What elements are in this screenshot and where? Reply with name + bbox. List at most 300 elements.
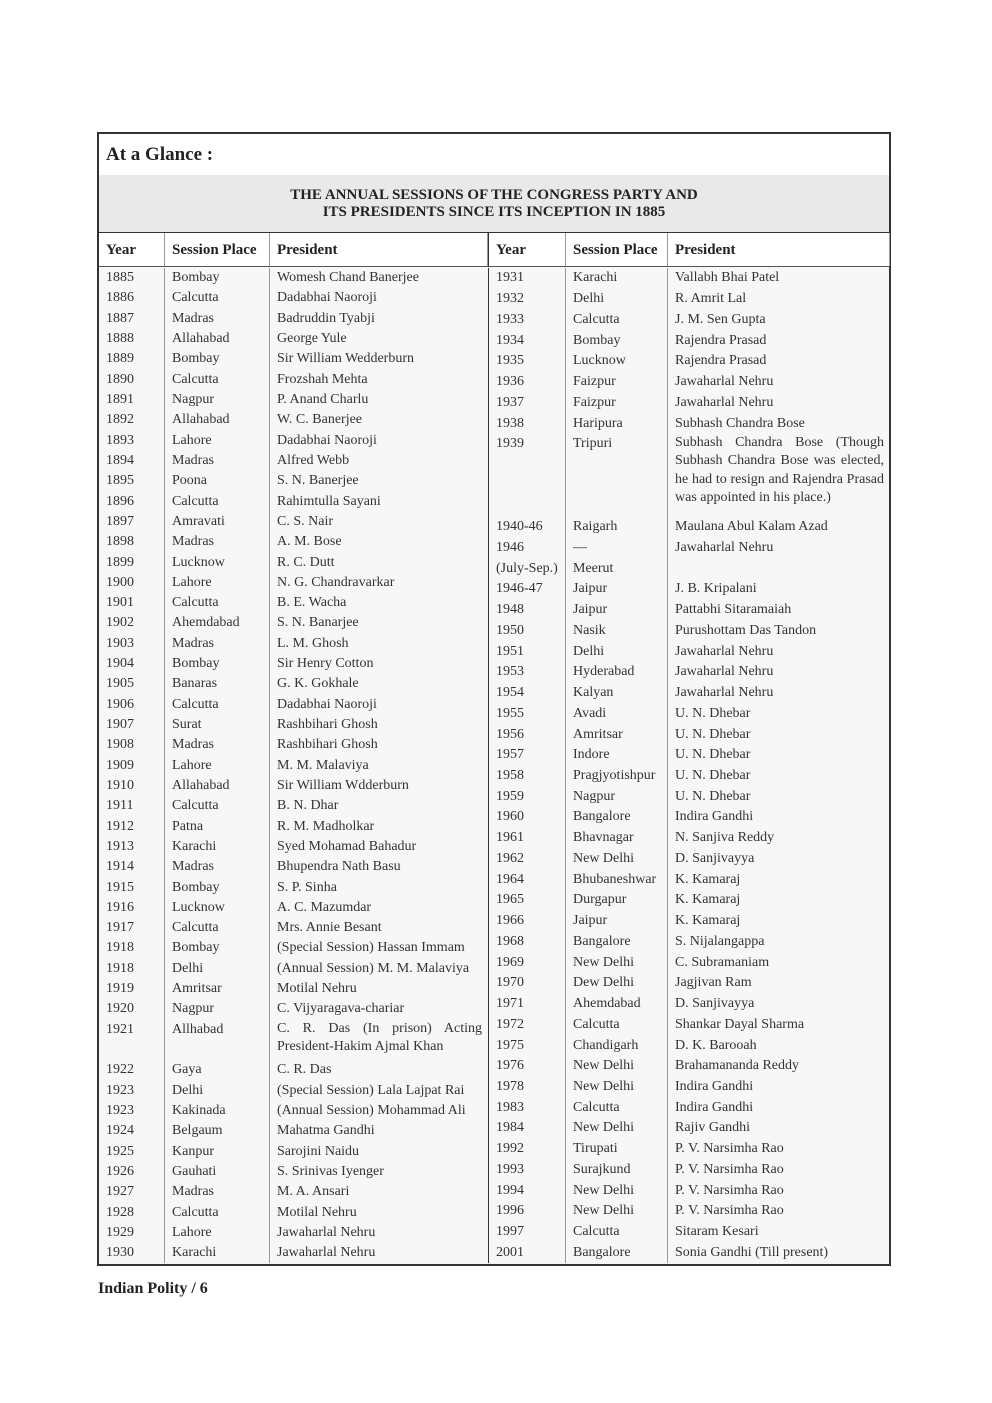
cell-session-place: Lahore [165, 1223, 270, 1243]
cell-session-place: Calcutta [566, 1097, 668, 1118]
cell-session-place: Madras [165, 857, 270, 877]
cell-year: 1929 [99, 1223, 165, 1243]
cell-session-place: Bombay [165, 938, 270, 958]
cell-president: Rashbihari Ghosh [277, 737, 378, 753]
table-row [99, 1202, 488, 1222]
table-row [489, 351, 890, 372]
cell-president: U. N. Dhebar [675, 788, 751, 804]
table-row [99, 370, 488, 390]
cell-president: Bhupendra Nath Basu [277, 859, 401, 875]
cell-session-place: Nasik [566, 620, 668, 641]
cell-president: U. N. Dhebar [675, 767, 751, 783]
cell-year: 1901 [99, 593, 165, 613]
cell-year: 1886 [99, 288, 165, 308]
cell-president: Jawaharlal Nehru [675, 539, 774, 555]
cell-president: Indira Gandhi [675, 809, 754, 825]
cell-session-place: New Delhi [566, 1180, 668, 1201]
left-header-row [99, 233, 488, 267]
cell-president: U. N. Dhebar [675, 747, 751, 763]
cell-session-place: Delhi [165, 1080, 270, 1100]
cell-session-place: New Delhi [566, 1201, 668, 1222]
cell-session-place: Karachi [165, 837, 270, 857]
cell-year: 1961 [489, 828, 566, 849]
table-row [489, 828, 890, 849]
table-row [99, 898, 488, 918]
cell-year: 1960 [489, 807, 566, 828]
cell-year: 1996 [489, 1201, 566, 1222]
cell-president: Sir William Wdderburn [277, 777, 409, 793]
cell-year: 1910 [99, 776, 165, 796]
cell-session-place: Amritsar [566, 724, 668, 745]
table-row [99, 309, 488, 329]
table-row [99, 532, 488, 552]
cell-year: 1921 [99, 1020, 165, 1061]
cell-session-place: Meerut [566, 558, 668, 579]
table-row [99, 1141, 488, 1161]
cell-year: 1891 [99, 390, 165, 410]
table-row [489, 517, 890, 538]
table-row [99, 1121, 488, 1141]
cell-session-place: Jaipur [566, 579, 668, 600]
cell-session-place: Gaya [165, 1060, 270, 1080]
table-row [489, 1222, 890, 1243]
cell-year: 1931 [489, 268, 566, 289]
header-session-place: Session Place [165, 233, 270, 266]
cell-year: 1939 [489, 434, 566, 517]
cell-year: 1933 [489, 309, 566, 330]
cell-year: 1975 [489, 1035, 566, 1056]
cell-year: 1885 [99, 268, 165, 288]
cell-president: B. N. Dhar [277, 798, 339, 814]
cell-session-place: Tirupati [566, 1139, 668, 1160]
cell-session-place: Madras [165, 735, 270, 755]
cell-session-place: Raigarh [566, 517, 668, 538]
table-row [99, 877, 488, 897]
table-row [99, 816, 488, 836]
cell-year: 1958 [489, 766, 566, 787]
cell-session-place: Indore [566, 745, 668, 766]
cell-year: 1890 [99, 370, 165, 390]
cell-president: M. M. Malaviya [277, 757, 369, 773]
cell-year: 1951 [489, 641, 566, 662]
cell-president: Sarojini Naidu [277, 1143, 360, 1159]
cell-president: U. N. Dhebar [675, 726, 751, 742]
header-year: Year [489, 233, 566, 266]
cell-session-place: Calcutta [566, 1014, 668, 1035]
cell-year: 1930 [99, 1243, 165, 1263]
cell-year: (July-Sep.) [489, 558, 566, 579]
table-row [99, 390, 488, 410]
cell-year: 1893 [99, 431, 165, 451]
table-row [99, 756, 488, 776]
cell-year: 1948 [489, 600, 566, 621]
cell-session-place: Calcutta [566, 309, 668, 330]
cell-year: 1889 [99, 349, 165, 369]
cell-session-place: Madras [165, 634, 270, 654]
cell-year: 1918 [99, 959, 165, 979]
cell-president: J. B. Kripalani [675, 581, 757, 597]
cell-year: 1984 [489, 1118, 566, 1139]
cell-president: P. V. Narsimha Rao [675, 1203, 784, 1219]
table-row [489, 683, 890, 704]
cell-president: Rahimtulla Sayani [277, 493, 381, 509]
cell-president: N. Sanjiva Reddy [675, 830, 775, 846]
table-row [99, 674, 488, 694]
table-row [99, 654, 488, 674]
cell-year: 1957 [489, 745, 566, 766]
cell-president: A. M. Bose [277, 534, 342, 550]
table-row [99, 735, 488, 755]
cell-session-place: Allahabad [165, 776, 270, 796]
cell-year: 1953 [489, 662, 566, 683]
table-row [489, 1014, 890, 1035]
cell-session-place: Bombay [165, 654, 270, 674]
cell-president: D. Sanjivayya [675, 996, 755, 1012]
cell-year: 1906 [99, 695, 165, 715]
table-row [489, 289, 890, 310]
cell-session-place: Hyderabad [566, 662, 668, 683]
table-row [99, 1243, 488, 1263]
cell-president: K. Kamaraj [675, 892, 741, 908]
cell-session-place: Bangalore [566, 1243, 668, 1264]
cell-year: 1904 [99, 654, 165, 674]
cell-year: 1911 [99, 796, 165, 816]
table-row [489, 869, 890, 890]
table-row [99, 837, 488, 857]
table-row [99, 593, 488, 613]
cell-year: 1898 [99, 532, 165, 552]
cell-president: C. R. Das [277, 1062, 332, 1078]
cell-president: Sir William Wedderburn [277, 351, 414, 367]
table-row [489, 1139, 890, 1160]
cell-president: W. C. Banerjee [277, 412, 363, 428]
table-row [99, 857, 488, 877]
cell-session-place: Dew Delhi [566, 973, 668, 994]
cell-year: 1959 [489, 786, 566, 807]
cell-year: 1968 [489, 931, 566, 952]
cell-year: 1922 [99, 1060, 165, 1080]
cell-president: Indira Gandhi [675, 1099, 754, 1115]
table-row [99, 288, 488, 308]
header-president: President [270, 233, 488, 266]
cell-session-place: Nagpur [165, 999, 270, 1019]
cell-year: 1902 [99, 613, 165, 633]
cell-year: 1919 [99, 979, 165, 999]
table-row [489, 1035, 890, 1056]
cell-president: K. Kamaraj [675, 871, 741, 887]
table-row [489, 703, 890, 724]
cell-year: 1887 [99, 309, 165, 329]
table-row [489, 641, 890, 662]
cell-president: (Annual Session) Mohammad Ali [277, 1102, 466, 1118]
cell-session-place: Avadi [566, 703, 668, 724]
cell-session-place: Haripura [566, 413, 668, 434]
cell-session-place: Calcutta [165, 695, 270, 715]
cell-president: Subhash Chandra Bose [675, 415, 805, 431]
cell-session-place: Bombay [165, 349, 270, 369]
cell-year: 1896 [99, 491, 165, 511]
table-row [489, 952, 890, 973]
cell-president: Maulana Abul Kalam Azad [675, 519, 828, 535]
left-table-body [99, 268, 488, 1263]
cell-president: P. V. Narsimha Rao [675, 1161, 784, 1177]
cell-president: Sitaram Kesari [675, 1224, 759, 1240]
cell-session-place: Calcutta [165, 370, 270, 390]
cell-session-place: New Delhi [566, 1118, 668, 1139]
table-row [99, 349, 488, 369]
cell-president: C. Subramaniam [675, 954, 770, 970]
cell-year: 1924 [99, 1121, 165, 1141]
cell-president: Purushottam Das Tandon [675, 622, 817, 638]
cell-session-place: Bombay [165, 877, 270, 897]
cell-president: C. R. Das (In prison) Acting President-Hakim Ajmal Khan [277, 1020, 482, 1055]
cell-year: 1917 [99, 918, 165, 938]
table-row [99, 979, 488, 999]
cell-year: 1903 [99, 634, 165, 654]
cell-president: (Annual Session) M. M. Malaviya [277, 960, 470, 976]
cell-session-place: Kakinada [165, 1101, 270, 1121]
table-row [99, 715, 488, 735]
cell-president: Jawaharlal Nehru [675, 643, 774, 659]
cell-session-place: Faizpur [566, 372, 668, 393]
cell-session-place: Bangalore [566, 807, 668, 828]
cell-president: (Special Session) Hassan Immam [277, 940, 465, 956]
table-row [489, 413, 890, 434]
cell-president: S. Srinivas Iyenger [277, 1163, 384, 1179]
cell-session-place: Bangalore [566, 931, 668, 952]
cell-president: N. G. Chandravarkar [277, 574, 395, 590]
cell-session-place: Bombay [566, 330, 668, 351]
cell-year: 1969 [489, 952, 566, 973]
table-row [99, 1101, 488, 1121]
cell-year: 1938 [489, 413, 566, 434]
cell-year: 1994 [489, 1180, 566, 1201]
table-row [99, 491, 488, 511]
congress-sessions-table-box [97, 132, 891, 1266]
cell-session-place: Lucknow [165, 898, 270, 918]
cell-year: 1971 [489, 994, 566, 1015]
cell-session-place: Jaipur [566, 600, 668, 621]
cell-session-place: Lucknow [165, 552, 270, 572]
cell-year: 1934 [489, 330, 566, 351]
cell-president: S. N. Banerjee [277, 473, 359, 489]
cell-session-place: Jaipur [566, 911, 668, 932]
table-row [489, 931, 890, 952]
cell-president: B. E. Wacha [277, 595, 347, 611]
table-row [99, 329, 488, 349]
cell-session-place: Lucknow [566, 351, 668, 372]
cell-year: 1907 [99, 715, 165, 735]
cell-president: Dadabhai Naoroji [277, 696, 377, 712]
cell-year: 1895 [99, 471, 165, 491]
cell-session-place: Calcutta [165, 593, 270, 613]
cell-year: 1997 [489, 1222, 566, 1243]
cell-session-place: Amravati [165, 512, 270, 532]
table-row [489, 1077, 890, 1098]
cell-session-place: Kanpur [165, 1141, 270, 1161]
cell-year: 1976 [489, 1056, 566, 1077]
table-row [489, 579, 890, 600]
cell-president: J. M. Sen Gupta [675, 311, 766, 327]
cell-session-place: Karachi [165, 1243, 270, 1263]
cell-president: Shankar Dayal Sharma [675, 1016, 805, 1032]
cell-president: Mahatma Gandhi [277, 1123, 375, 1139]
table-row [489, 538, 890, 559]
cell-president: C. S. Nair [277, 513, 333, 529]
cell-year: 1956 [489, 724, 566, 745]
cell-year: 1918 [99, 938, 165, 958]
cell-year: 1899 [99, 552, 165, 572]
cell-session-place: Ahemdabad [165, 613, 270, 633]
cell-president: S. P. Sinha [277, 879, 337, 895]
cell-session-place: Calcutta [165, 796, 270, 816]
caption-line-2: ITS PRESIDENTS SINCE ITS INCEPTION IN 1885 [322, 204, 666, 220]
cell-session-place: Delhi [566, 289, 668, 310]
table-row [99, 573, 488, 593]
cell-session-place: Belgaum [165, 1121, 270, 1141]
table-row [489, 662, 890, 683]
cell-session-place: Surajkund [566, 1160, 668, 1181]
cell-session-place: Madras [165, 1182, 270, 1202]
cell-president: Indira Gandhi [675, 1078, 754, 1094]
cell-year: 1888 [99, 329, 165, 349]
cell-session-place: Durgapur [566, 890, 668, 911]
cell-session-place: Amritsar [165, 979, 270, 999]
cell-year: 1897 [99, 512, 165, 532]
cell-session-place: Surat [165, 715, 270, 735]
cell-session-place: New Delhi [566, 1077, 668, 1098]
cell-session-place: Allhabad [165, 1020, 270, 1061]
table-row [99, 451, 488, 471]
cell-year: 1912 [99, 816, 165, 836]
cell-year: 1935 [489, 351, 566, 372]
header-session-place: Session Place [566, 233, 668, 266]
cell-session-place: Banaras [165, 674, 270, 694]
cell-president: Mrs. Annie Besant [277, 920, 382, 936]
section-title: At a Glance : [99, 134, 889, 176]
table-row [489, 268, 890, 289]
cell-session-place: Poona [165, 471, 270, 491]
cell-session-place: Calcutta [165, 288, 270, 308]
cell-year: 1914 [99, 857, 165, 877]
cell-year: 1937 [489, 392, 566, 413]
table-caption [99, 175, 889, 233]
cell-year: 1894 [99, 451, 165, 471]
cell-president: Jawaharlal Nehru [675, 664, 774, 680]
cell-session-place: Lahore [165, 431, 270, 451]
table-row [489, 1243, 890, 1264]
cell-year: 1923 [99, 1080, 165, 1100]
cell-session-place: Allahabad [165, 329, 270, 349]
cell-president: Badruddin Tyabji [277, 310, 375, 326]
cell-session-place: New Delhi [566, 849, 668, 870]
cell-session-place: Delhi [566, 641, 668, 662]
cell-president: Jawaharlal Nehru [675, 685, 774, 701]
table-row [489, 330, 890, 351]
cell-session-place: Bhavnagar [566, 828, 668, 849]
cell-year: 1923 [99, 1101, 165, 1121]
cell-president: P. V. Narsimha Rao [675, 1141, 784, 1157]
cell-year: 1964 [489, 869, 566, 890]
cell-year: 1932 [489, 289, 566, 310]
cell-year: 1936 [489, 372, 566, 393]
table-row [99, 471, 488, 491]
cell-session-place: Calcutta [566, 1222, 668, 1243]
cell-president: Syed Mohamad Bahadur [277, 838, 417, 854]
table-row [489, 309, 890, 330]
cell-session-place: New Delhi [566, 1056, 668, 1077]
table-row [489, 973, 890, 994]
table-row [99, 1020, 488, 1061]
table-row [489, 434, 890, 517]
cell-president: Rajendra Prasad [675, 353, 767, 369]
cell-president: Jawaharlal Nehru [277, 1245, 376, 1261]
cell-president: S. N. Banarjee [277, 615, 359, 631]
table-row [489, 849, 890, 870]
cell-year: 1920 [99, 999, 165, 1019]
table-row [489, 786, 890, 807]
cell-session-place: Gauhati [165, 1162, 270, 1182]
cell-president: P. V. Narsimha Rao [675, 1182, 784, 1198]
table-row [489, 600, 890, 621]
table-row [99, 1182, 488, 1202]
table-row [99, 1162, 488, 1182]
cell-session-place: Calcutta [165, 918, 270, 938]
table-row [99, 410, 488, 430]
table-row [99, 431, 488, 451]
cell-session-place: Madras [165, 309, 270, 329]
cell-session-place: New Delhi [566, 952, 668, 973]
table-row [99, 634, 488, 654]
cell-president: Jawaharlal Nehru [277, 1224, 376, 1240]
table-row [489, 392, 890, 413]
cell-session-place: Lahore [165, 573, 270, 593]
cell-president: Dadabhai Naoroji [277, 290, 377, 306]
cell-year: 1954 [489, 683, 566, 704]
cell-year: 1927 [99, 1182, 165, 1202]
cell-president: Brahamananda Reddy [675, 1058, 800, 1074]
cell-session-place: Nagpur [165, 390, 270, 410]
cell-president: Motilal Nehru [277, 981, 357, 997]
table-row [489, 1180, 890, 1201]
cell-session-place: Ahemdabad [566, 994, 668, 1015]
cell-president: S. Nijalangappa [675, 933, 765, 949]
cell-president: U. N. Dhebar [675, 705, 751, 721]
cell-year: 1972 [489, 1014, 566, 1035]
cell-year: 1966 [489, 911, 566, 932]
table-row [489, 558, 890, 579]
cell-year: 1992 [489, 1139, 566, 1160]
cell-president: Alfred Webb [277, 452, 350, 468]
cell-session-place: Faizpur [566, 392, 668, 413]
table-row [489, 1201, 890, 1222]
cell-year: 1913 [99, 837, 165, 857]
cell-president: Rajendra Prasad [675, 332, 767, 348]
cell-president: A. C. Mazumdar [277, 899, 372, 915]
cell-president: R. Amrit Lal [675, 291, 747, 307]
cell-president: R. M. Madholkar [277, 818, 375, 834]
table-row [99, 938, 488, 958]
cell-year: 1950 [489, 620, 566, 641]
cell-president: (Special Session) Lala Lajpat Rai [277, 1082, 465, 1098]
table-row [99, 613, 488, 633]
header-year: Year [99, 233, 165, 266]
table-row [99, 552, 488, 572]
table-row [489, 372, 890, 393]
cell-president: Rajiv Gandhi [675, 1120, 751, 1136]
cell-year: 1940-46 [489, 517, 566, 538]
caption-line-1: THE ANNUAL SESSIONS OF THE CONGRESS PARTY AND [290, 187, 698, 203]
